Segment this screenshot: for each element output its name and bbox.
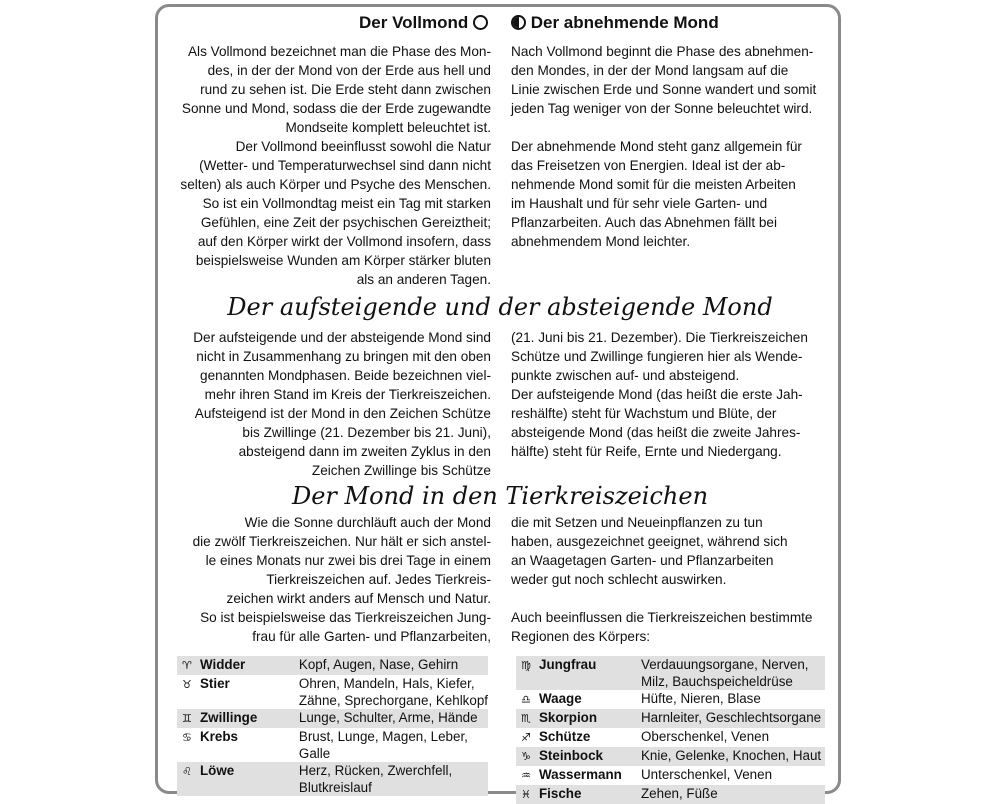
zodiac-row bbox=[177, 728, 488, 762]
zodiac-sign-name: Steinbock bbox=[539, 748, 603, 763]
organ-line: Verdauungsorgane, Nerven, bbox=[641, 657, 809, 672]
text-line: So ist ein Vollmondtag meist ein Tag mit starken bbox=[202, 196, 491, 211]
zodiac-sign-name: Krebs bbox=[200, 729, 238, 744]
text-line: absteigend dann im zweiten Zyklus in den bbox=[238, 444, 491, 459]
zodiac-row bbox=[516, 728, 825, 747]
text-line: Als Vollmond bezeichnet man die Phase des Mon- bbox=[187, 44, 491, 59]
text-line: nehmende Mond somit für die meisten Arbeiten bbox=[511, 177, 796, 192]
text-line: nicht in Zusammenhang zu bringen mit den oben bbox=[196, 349, 491, 364]
zodiac-organs bbox=[636, 656, 825, 690]
organ-line: Harnleiter, Geschlechtsorgane bbox=[641, 710, 822, 725]
text-line: die zwölf Tierkreiszeichen. Nur hält er sich anstel- bbox=[192, 534, 491, 549]
full-moon-text bbox=[161, 42, 491, 289]
leo-icon: ♌ bbox=[182, 766, 192, 778]
organ-line: Oberschenkel, Venen bbox=[641, 729, 770, 744]
text-line: auf den Körper wirkt der Vollmond insofern, dass bbox=[197, 234, 491, 249]
zodiac-row bbox=[516, 785, 825, 804]
organ-line: Kopf, Augen, Nase, Gehirn bbox=[298, 657, 459, 672]
text-line: weder gut noch schlecht auswirken. bbox=[511, 572, 727, 587]
text-line: Zeichen Zwillinge bis Schütze bbox=[311, 463, 491, 478]
organ-line: Zähne, Sprechorgane, Kehlkopf bbox=[298, 693, 488, 708]
zodiac-organs bbox=[636, 785, 825, 804]
zodiac-sign bbox=[516, 656, 636, 690]
text-line: selten) als auch Körper und Psyche des Menschen. bbox=[180, 177, 491, 192]
zodiac-row bbox=[177, 675, 488, 709]
text-line: Schütze und Zwillinge fungieren hier als Wende- bbox=[511, 349, 803, 364]
text-line: punkte zwischen auf- und absteigend. bbox=[511, 368, 740, 383]
zodiac-sign bbox=[177, 656, 294, 675]
text-line: hälfte) steht für Reife, Ernte und Niedergang. bbox=[511, 444, 782, 459]
text-line: Aufsteigend ist der Mond in den Zeichen Schütze bbox=[194, 406, 491, 421]
sagittarius-icon: ♐ bbox=[521, 732, 531, 744]
text-line: jeden Tag weniger von der Sonne beleuchtet wird. bbox=[511, 101, 813, 116]
text-line: als an anderen Tagen. bbox=[356, 272, 491, 287]
ascending-heading: Der aufsteigende und der absteigende Mond bbox=[227, 293, 773, 321]
zodiac-organs bbox=[294, 728, 488, 762]
text-line: Wie die Sonne durchläuft auch der Mond bbox=[244, 515, 491, 530]
organ-line: Lunge, Schulter, Arme, Hände bbox=[298, 710, 478, 725]
organ-line: Zehen, Füße bbox=[641, 786, 718, 801]
pisces-icon: ♓ bbox=[521, 789, 531, 801]
text-line: rund zu sehen ist. Die Erde steht dann zwischen bbox=[200, 82, 491, 97]
organ-line: Milz, Bauchspeicheldrüse bbox=[641, 674, 793, 689]
zodiac-sign bbox=[516, 766, 636, 785]
text-line: im Haushalt und für sehr viele Garten- und bbox=[511, 196, 768, 211]
zodiac-organs bbox=[294, 762, 488, 796]
text-line: Pflanzarbeiten. Auch das Abnehmen fällt bei bbox=[511, 215, 778, 230]
organ-line: Galle bbox=[298, 746, 331, 761]
zodiac-sign-name: Widder bbox=[200, 657, 246, 672]
text-line: Linie zwischen Erde und Sonne wandert und somit bbox=[511, 82, 817, 97]
zodiac-organs bbox=[636, 766, 825, 785]
zodiac-sign bbox=[177, 762, 294, 796]
zodiac-heading: Der Mond in den Tierkreiszeichen bbox=[291, 482, 709, 510]
text-line: So ist beispielsweise das Tierkreiszeichen Jung- bbox=[200, 610, 491, 625]
zodiac-sign-name: Schütze bbox=[539, 729, 591, 744]
capricorn-icon: ♑ bbox=[521, 751, 531, 763]
text-line: Nach Vollmond beginnt die Phase des abnehmen- bbox=[511, 44, 814, 59]
text-line: Mondseite komplett beleuchtet ist. bbox=[285, 120, 491, 135]
text-line: den Mondes, in der der Mond langsam auf die bbox=[511, 63, 789, 78]
zodiac-row bbox=[516, 656, 825, 690]
zodiac-table-left bbox=[177, 656, 488, 796]
zodiac-right-text bbox=[511, 513, 831, 646]
zodiac-row bbox=[516, 690, 825, 709]
text-line: das Freisetzen von Energien. Ideal ist der ab- bbox=[511, 158, 786, 173]
zodiac-sign bbox=[516, 690, 636, 709]
text-line: (Wetter- und Temperaturwechsel sind dann nicht bbox=[199, 158, 491, 173]
text-line: an Waagetagen Garten- und Pflanzarbeiten bbox=[511, 553, 774, 568]
text-line: reshälfte) steht für Wachstum und Blüte, der bbox=[511, 406, 777, 421]
organ-line: Knie, Gelenke, Knochen, Haut bbox=[641, 748, 822, 763]
zodiac-organs bbox=[636, 747, 825, 766]
zodiac-row bbox=[177, 762, 488, 796]
ascending-left-text bbox=[161, 328, 491, 480]
text-line: Der Vollmond beeinflusst sowohl die Natur bbox=[235, 139, 491, 154]
full-moon-icon bbox=[473, 15, 488, 30]
zodiac-sign bbox=[177, 675, 294, 709]
zodiac-sign bbox=[516, 728, 636, 747]
zodiac-sign-name: Löwe bbox=[200, 763, 235, 778]
zodiac-sign-name: Stier bbox=[200, 676, 230, 691]
waning-moon-text bbox=[511, 42, 831, 251]
text-line: beispielsweise Wunden am Körper stärker bluten bbox=[195, 253, 491, 268]
cancer-icon: ♋ bbox=[182, 732, 192, 744]
libra-icon: ♎ bbox=[521, 694, 531, 706]
gemini-icon: ♊ bbox=[182, 713, 192, 725]
zodiac-row bbox=[516, 709, 825, 728]
virgo-icon: ♍ bbox=[521, 660, 531, 672]
organ-line: Unterschenkel, Venen bbox=[641, 767, 773, 782]
zodiac-sign-name: Fische bbox=[539, 786, 582, 801]
waning-moon-title: Der abnehmende Mond bbox=[530, 13, 719, 32]
zodiac-table-right bbox=[516, 656, 825, 804]
zodiac-organs bbox=[636, 690, 825, 709]
text-line: Der abnehmende Mond steht ganz allgemein für bbox=[511, 139, 802, 154]
zodiac-row bbox=[516, 766, 825, 785]
text-line: Gefühlen, eine Zeit der psychischen Gereiztheit; bbox=[200, 215, 491, 230]
zodiac-left-text bbox=[161, 513, 491, 646]
zodiac-organs bbox=[294, 656, 488, 675]
zodiac-organs bbox=[294, 709, 488, 728]
scorpio-icon: ♏ bbox=[521, 713, 531, 725]
zodiac-sign-name: Skorpion bbox=[539, 710, 598, 725]
text-line: Der aufsteigende Mond (das heißt die erste Jah- bbox=[511, 387, 803, 402]
organ-line: Ohren, Mandeln, Hals, Kiefer, bbox=[298, 676, 475, 691]
text-line: bis Zwillinge (21. Dezember bis 21. Juni), bbox=[242, 425, 491, 440]
text-line: Regionen des Körpers: bbox=[511, 629, 651, 644]
organ-line: Herz, Rücken, Zwerchfell, bbox=[298, 763, 453, 778]
zodiac-sign bbox=[177, 728, 294, 762]
aquarius-icon: ♒ bbox=[521, 770, 531, 782]
text-line: abnehmendem Mond leichter. bbox=[511, 234, 691, 249]
text-line: mehr ihren Stand im Kreis der Tierkreiszeichen. bbox=[204, 387, 491, 402]
zodiac-sign-name: Waage bbox=[539, 691, 582, 706]
text-line: frau für alle Garten- und Pflanzarbeiten, bbox=[252, 629, 491, 644]
zodiac-sign bbox=[516, 747, 636, 766]
zodiac-sign bbox=[516, 709, 636, 728]
text-line: die mit Setzen und Neueinpflanzen zu tun bbox=[511, 515, 763, 530]
text-line: genannten Mondphasen. Beide bezeichnen viel- bbox=[200, 368, 491, 383]
text-line: (21. Juni bis 21. Dezember). Die Tierkreiszeichen bbox=[511, 330, 808, 345]
text-line: Der aufsteigende und der absteigende Mond sind bbox=[193, 330, 491, 345]
waning-moon-heading bbox=[511, 12, 719, 34]
ascending-right-text bbox=[511, 328, 831, 461]
text-line: des, in der der Mond von der Erde aus hell und bbox=[207, 63, 491, 78]
organ-line: Hüfte, Nieren, Blase bbox=[641, 691, 761, 706]
text-line: le eines Monats nur zwei bis drei Tage in einem bbox=[205, 553, 491, 568]
zodiac-row bbox=[177, 709, 488, 728]
organ-line: Brust, Lunge, Magen, Leber, bbox=[298, 729, 468, 744]
organ-line: Blutkreislauf bbox=[298, 780, 372, 795]
zodiac-row bbox=[516, 747, 825, 766]
text-line bbox=[511, 589, 831, 608]
text-line: haben, ausgezeichnet geeignet, während sich bbox=[511, 534, 788, 549]
full-moon-heading bbox=[359, 12, 488, 34]
zodiac-sign-name: Zwillinge bbox=[200, 710, 258, 725]
zodiac-sign bbox=[516, 785, 636, 804]
waning-moon-icon bbox=[511, 15, 526, 30]
full-moon-title: Der Vollmond bbox=[359, 13, 469, 32]
zodiac-organs bbox=[636, 709, 825, 728]
text-line: zeichen wirkt anders auf Mensch und Natur. bbox=[226, 591, 491, 606]
text-line: absteigende Mond (das heißt die zweite Jahres- bbox=[511, 425, 801, 440]
text-line: Tierkreiszeichen auf. Jedes Tierkreis- bbox=[266, 572, 491, 587]
zodiac-sign-name: Wassermann bbox=[539, 767, 622, 782]
zodiac-row bbox=[177, 656, 488, 675]
zodiac-sign bbox=[177, 709, 294, 728]
text-line: Sonne und Mond, sodass die der Erde zugewandte bbox=[181, 101, 491, 116]
zodiac-sign-name: Jungfrau bbox=[539, 657, 597, 672]
text-line bbox=[511, 118, 831, 137]
text-line: Auch beeinflussen die Tierkreiszeichen bestimmte bbox=[511, 610, 813, 625]
aries-icon: ♈ bbox=[182, 660, 192, 672]
zodiac-organs bbox=[636, 728, 825, 747]
taurus-icon: ♉ bbox=[182, 679, 192, 691]
zodiac-organs bbox=[294, 675, 488, 709]
